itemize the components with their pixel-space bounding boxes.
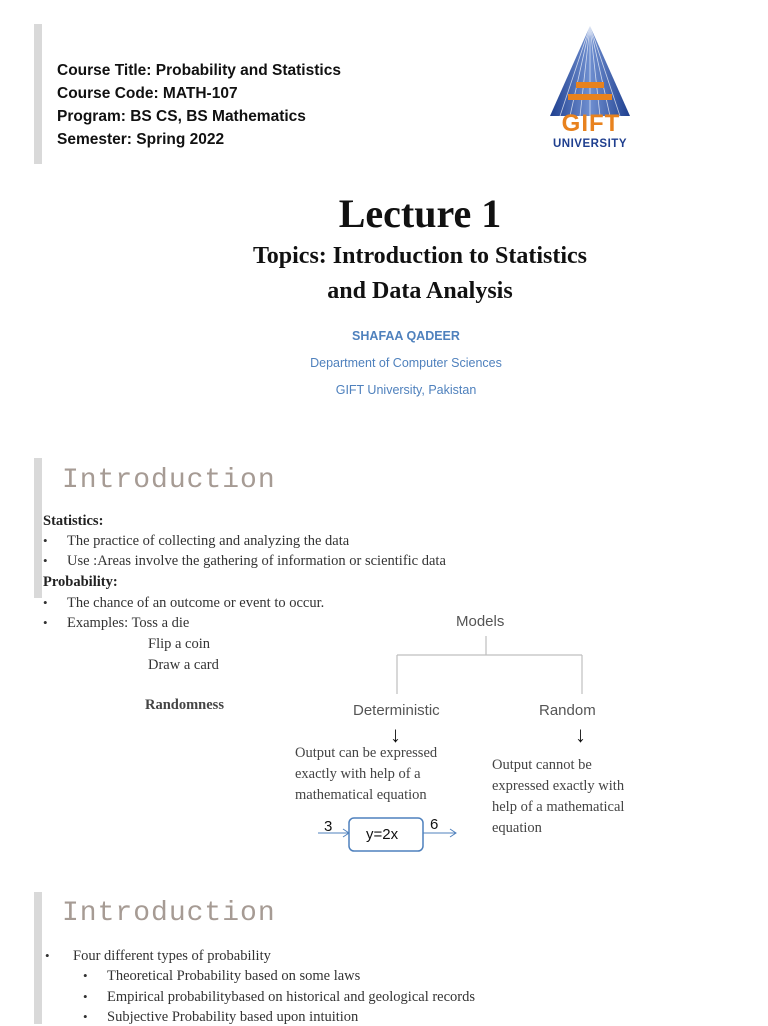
randomness-label: Randomness (145, 697, 224, 713)
lecture-title: Lecture 1 (338, 191, 502, 236)
sub-bullet-dot: • (83, 989, 88, 1004)
random-label: Random (539, 702, 596, 719)
deterministic-label: Deterministic (353, 702, 440, 719)
equation-output-value: 6 (430, 816, 439, 833)
models-title: Models (456, 613, 505, 630)
random-desc-1: Output cannot be (492, 757, 592, 773)
bullet-dot: • (43, 553, 48, 568)
logo-sub-text: UNIVERSITY (552, 138, 627, 150)
stat-bullet-2: Use :Areas involve the gathering of information or scientific data (67, 553, 446, 569)
author-department: Department of Computer Sciences (310, 356, 502, 370)
equation-input-value: 3 (324, 818, 333, 835)
deterministic-desc-2: exactly with help of a (295, 766, 421, 782)
type-empirical: Empirical probabilitybased on historical and geological records (107, 989, 476, 1005)
statistics-label: Statistics: (43, 513, 104, 529)
author-name: SHAFAA QADEER (352, 329, 460, 343)
random-desc-2: expressed exactly with (492, 778, 625, 794)
course-code: Course Code: MATH-107 (57, 85, 238, 102)
deterministic-desc-1: Output can be expressed (295, 745, 438, 761)
sub-bullet-dot: • (83, 968, 88, 983)
course-program: Program: BS CS, BS Mathematics (57, 108, 306, 125)
equation-text: y=2x (366, 826, 399, 843)
prob-bullet-2: Examples: Toss a die (67, 615, 190, 631)
bullet-dot: • (43, 595, 48, 610)
type-theoretical: Theoretical Probability based on some laws (107, 968, 361, 984)
random-desc-4: equation (492, 820, 542, 836)
sub-bullet-dot: • (83, 1009, 88, 1024)
author-university: GIFT University, Pakistan (335, 383, 477, 397)
types-bullet: Four different types of probability (73, 948, 271, 964)
intro-heading-2: Introduction (62, 898, 276, 929)
deterministic-down-arrow-icon: ↓ (390, 722, 401, 747)
deterministic-desc-3: mathematical equation (295, 787, 427, 803)
bullet-dot: • (45, 948, 50, 963)
example-flip-coin: Flip a coin (148, 636, 211, 652)
course-semester: Semester: Spring 2022 (57, 131, 225, 148)
random-desc-3: help of a mathematical (492, 799, 625, 815)
intro-heading-1: Introduction (62, 465, 276, 496)
course-title: Course Title: Probability and Statistics (57, 62, 341, 79)
stat-bullet-1: The practice of collecting and analyzing the data (67, 533, 350, 549)
topics-line-2: and Data Analysis (327, 278, 513, 304)
bullet-dot: • (43, 533, 48, 548)
prob-bullet-1: The chance of an outcome or event to occur. (67, 595, 325, 611)
probability-label: Probability: (43, 574, 118, 590)
logo-brand-text: GIFT (561, 110, 621, 137)
type-subjective: Subjective Probability based upon intuition (107, 1009, 359, 1025)
random-down-arrow-icon: ↓ (575, 722, 586, 747)
intro2-slide-accent-bar (34, 892, 42, 1024)
bullet-dot: • (43, 615, 48, 630)
example-draw-card: Draw a card (148, 657, 219, 673)
topics-line-1: Topics: Introduction to Statistics (252, 243, 588, 269)
